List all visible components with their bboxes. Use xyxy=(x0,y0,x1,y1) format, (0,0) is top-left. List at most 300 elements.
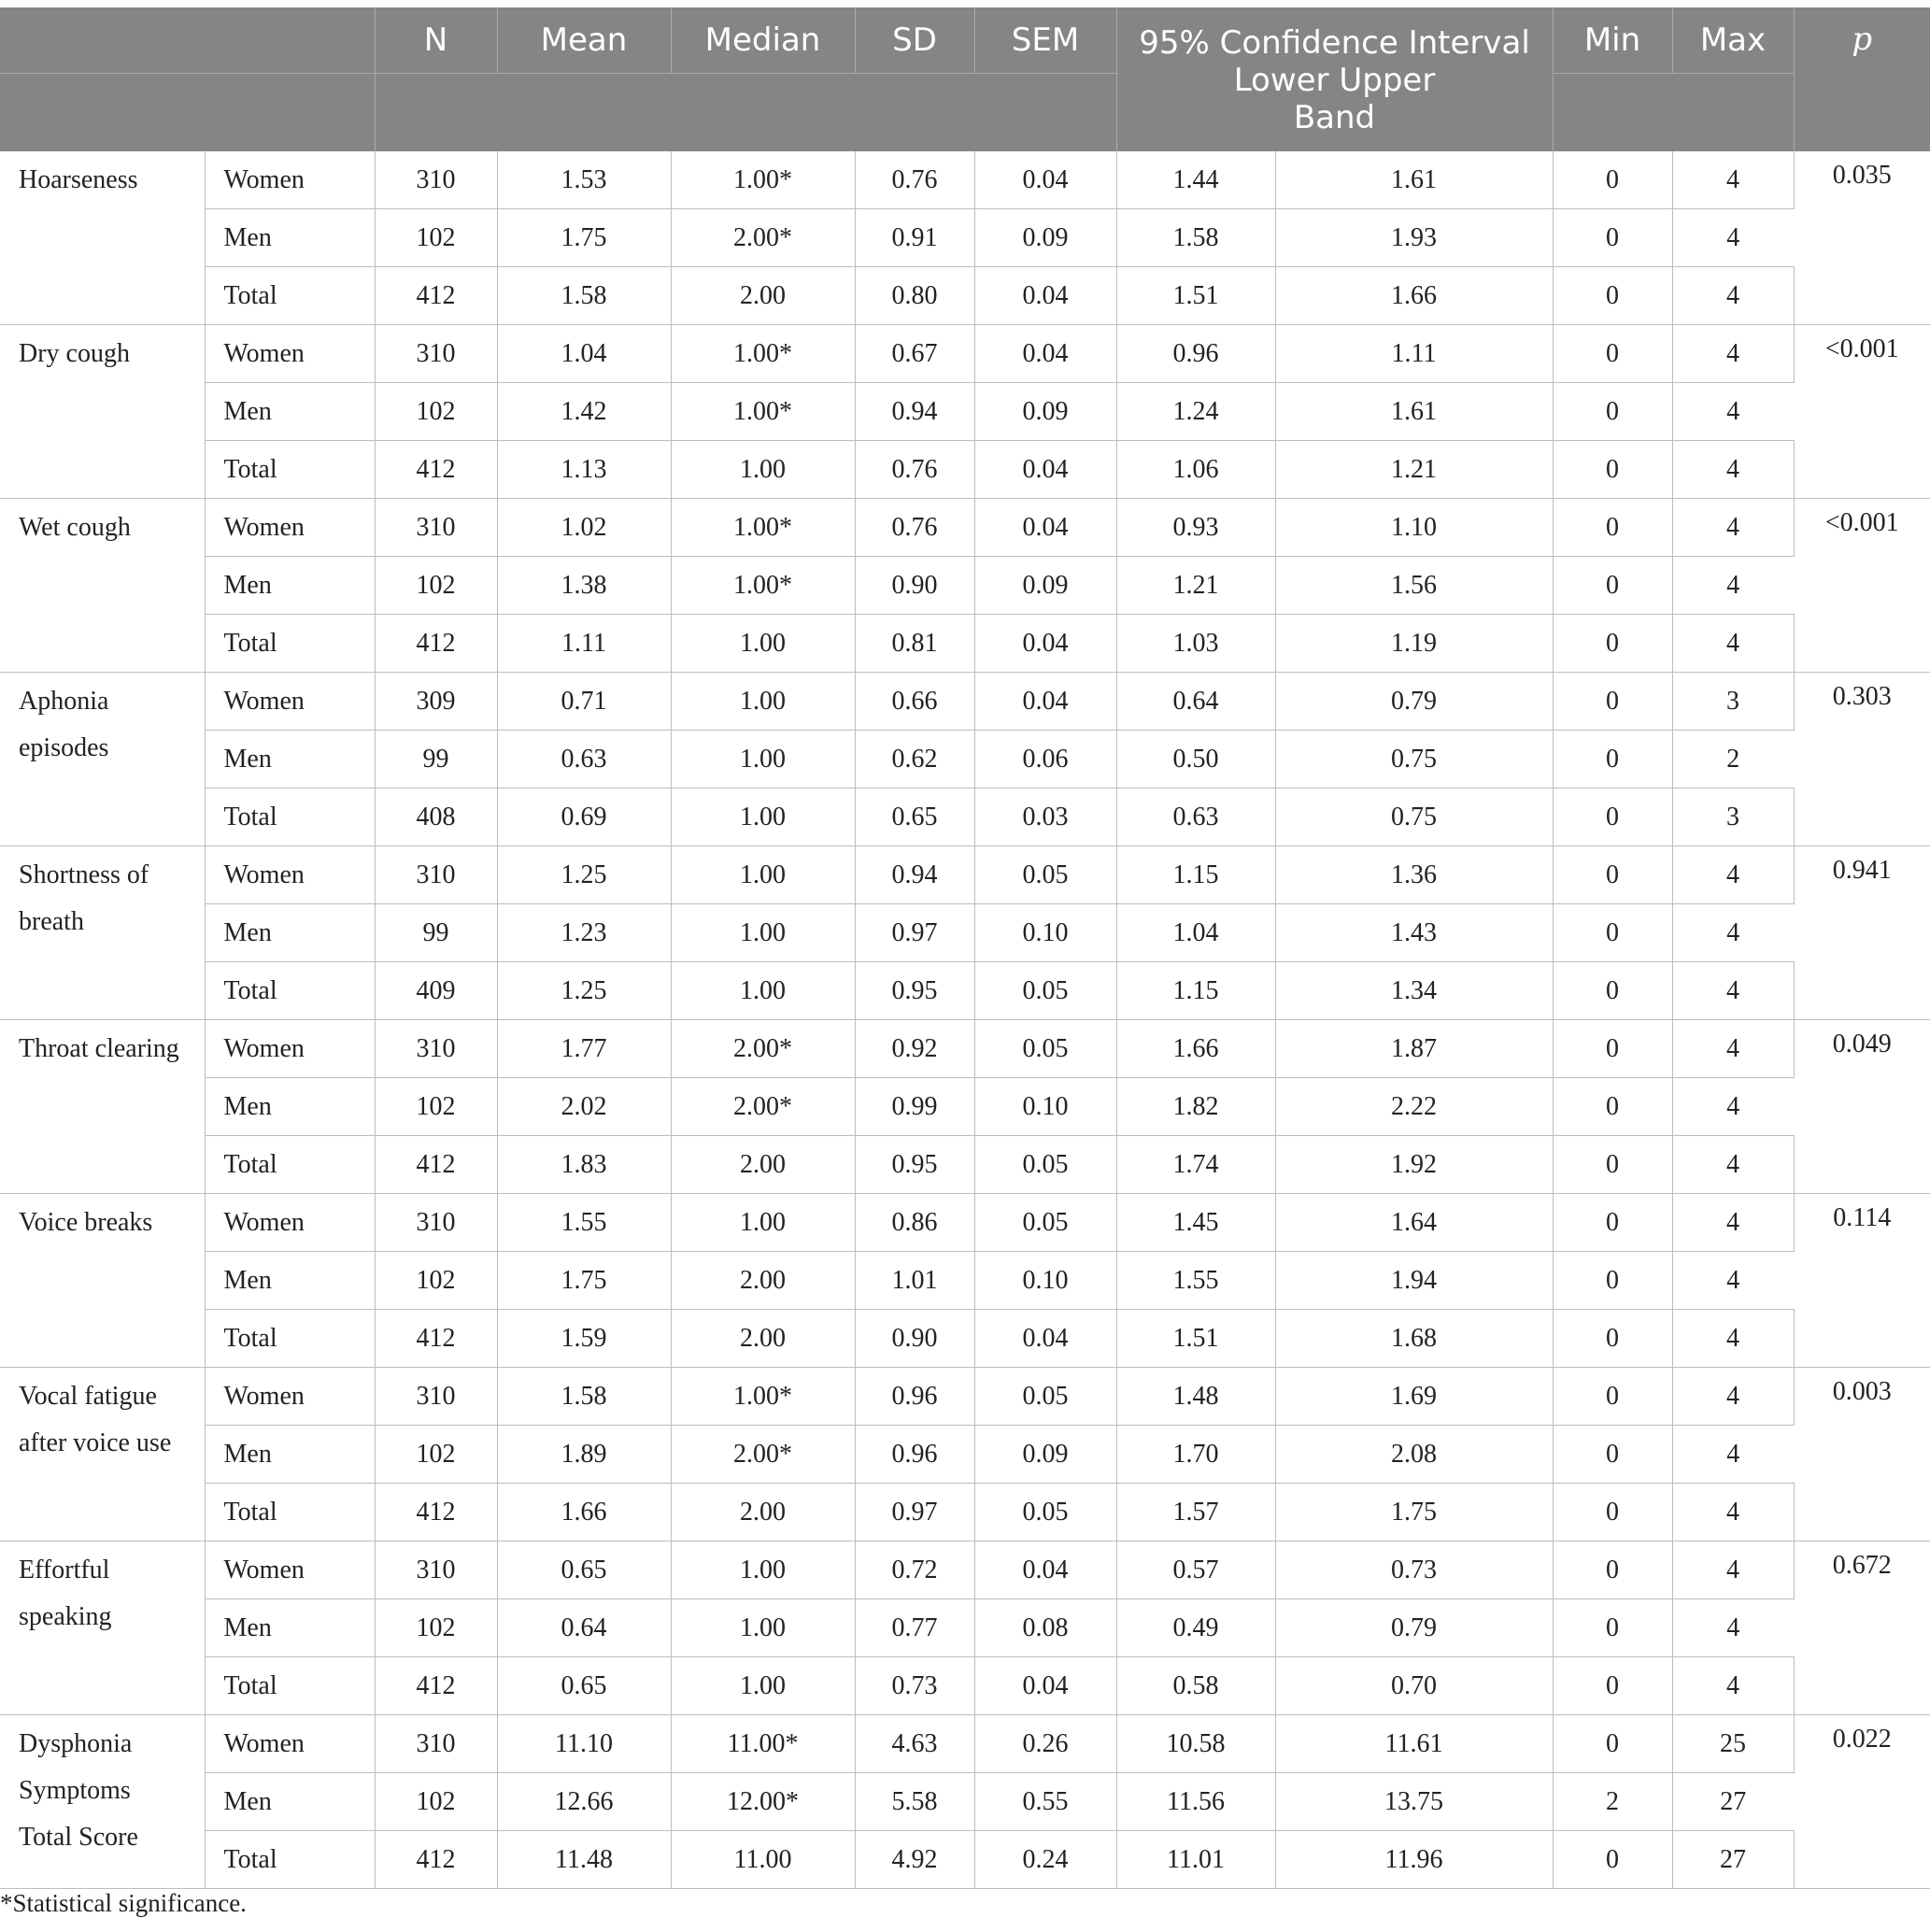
table-row xyxy=(0,904,1930,962)
cell-upper: 1.93 xyxy=(1275,209,1553,267)
cell-n: 102 xyxy=(375,1078,497,1136)
cell-min: 0 xyxy=(1553,1715,1672,1773)
cell-max: 4 xyxy=(1672,557,1794,615)
row-label xyxy=(0,1194,205,1368)
cell-upper: 1.66 xyxy=(1275,267,1553,325)
cell-lower: 1.44 xyxy=(1116,151,1275,209)
table-container xyxy=(0,7,1930,1889)
header-p: p xyxy=(1794,7,1930,151)
cell-upper: 2.08 xyxy=(1275,1426,1553,1484)
row-label xyxy=(0,151,205,325)
cell-lower: 1.57 xyxy=(1116,1484,1275,1541)
cell-median: 11.00 xyxy=(671,1831,855,1889)
cell-upper: 1.92 xyxy=(1275,1136,1553,1194)
cell-n: 102 xyxy=(375,557,497,615)
cell-group: Men xyxy=(205,209,375,267)
cell-p-empty xyxy=(1794,788,1930,846)
cell-min: 2 xyxy=(1553,1773,1672,1831)
cell-p-empty xyxy=(1794,962,1930,1020)
row-label-line: Dry cough xyxy=(19,339,130,368)
cell-p-value: 0.049 xyxy=(1832,1030,1892,1058)
cell-upper: 11.96 xyxy=(1275,1831,1553,1889)
cell-min: 0 xyxy=(1553,557,1672,615)
cell-min: 0 xyxy=(1553,1020,1672,1078)
cell-upper: 1.10 xyxy=(1275,499,1553,557)
table-row xyxy=(0,1541,1930,1599)
cell-lower: 1.15 xyxy=(1116,846,1275,904)
cell-mean: 1.02 xyxy=(497,499,671,557)
cell-sem: 0.04 xyxy=(974,673,1116,731)
cell-median: 2.00 xyxy=(671,1252,855,1310)
cell-n: 102 xyxy=(375,383,497,441)
cell-max: 4 xyxy=(1672,1657,1794,1715)
header-blank-3 xyxy=(375,73,1116,151)
cell-p-value: 0.114 xyxy=(1833,1203,1892,1232)
row-label-line: Dysphonia xyxy=(19,1729,133,1758)
cell-upper: 1.94 xyxy=(1275,1252,1553,1310)
cell-lower: 1.74 xyxy=(1116,1136,1275,1194)
cell-min: 0 xyxy=(1553,1310,1672,1368)
cell-group: Men xyxy=(205,1599,375,1657)
cell-sd: 0.95 xyxy=(855,962,974,1020)
table-row xyxy=(0,1773,1930,1831)
cell-p-value: 0.003 xyxy=(1832,1377,1892,1406)
cell-lower: 0.49 xyxy=(1116,1599,1275,1657)
cell-sem: 0.10 xyxy=(974,1252,1116,1310)
cell-p-empty xyxy=(1794,267,1930,325)
row-label-line: Effortful xyxy=(19,1556,110,1584)
cell-n: 310 xyxy=(375,1541,497,1599)
cell-sem: 0.09 xyxy=(974,383,1116,441)
cell-sem: 0.05 xyxy=(974,1136,1116,1194)
cell-sd: 0.76 xyxy=(855,441,974,499)
cell-p-empty xyxy=(1794,1657,1930,1715)
cell-sem: 0.55 xyxy=(974,1773,1116,1831)
header-ci-line3: Band xyxy=(1293,99,1376,136)
cell-n: 310 xyxy=(375,151,497,209)
table-row xyxy=(0,151,1930,209)
cell-upper: 11.61 xyxy=(1275,1715,1553,1773)
table-row xyxy=(0,788,1930,846)
cell-max: 2 xyxy=(1672,731,1794,788)
cell-min: 0 xyxy=(1553,962,1672,1020)
cell-n: 310 xyxy=(375,499,497,557)
cell-p-empty xyxy=(1794,1136,1930,1194)
table-row xyxy=(0,962,1930,1020)
cell-sd: 0.65 xyxy=(855,788,974,846)
cell-n: 310 xyxy=(375,846,497,904)
header-max: Max xyxy=(1672,7,1794,73)
cell-lower: 1.58 xyxy=(1116,209,1275,267)
cell-min: 0 xyxy=(1553,846,1672,904)
cell-group: Total xyxy=(205,788,375,846)
cell-group: Women xyxy=(205,1020,375,1078)
cell-n: 412 xyxy=(375,441,497,499)
cell-n: 310 xyxy=(375,1020,497,1078)
cell-median: 1.00 xyxy=(671,788,855,846)
cell-sd: 0.90 xyxy=(855,557,974,615)
row-label xyxy=(0,1020,205,1194)
cell-max: 4 xyxy=(1672,1194,1794,1252)
table-row xyxy=(0,1368,1930,1426)
cell-sem: 0.05 xyxy=(974,1368,1116,1426)
table-row xyxy=(0,846,1930,904)
cell-n: 310 xyxy=(375,325,497,383)
cell-min: 0 xyxy=(1553,267,1672,325)
cell-upper: 1.19 xyxy=(1275,615,1553,673)
cell-n: 408 xyxy=(375,788,497,846)
cell-sd: 0.77 xyxy=(855,1599,974,1657)
cell-sem: 0.08 xyxy=(974,1599,1116,1657)
cell-max: 4 xyxy=(1672,1426,1794,1484)
cell-upper: 13.75 xyxy=(1275,1773,1553,1831)
cell-lower: 1.21 xyxy=(1116,557,1275,615)
cell-group: Men xyxy=(205,1773,375,1831)
cell-upper: 2.22 xyxy=(1275,1078,1553,1136)
cell-sd: 0.80 xyxy=(855,267,974,325)
cell-median: 1.00* xyxy=(671,383,855,441)
cell-sd: 0.96 xyxy=(855,1368,974,1426)
cell-mean: 1.77 xyxy=(497,1020,671,1078)
cell-group: Total xyxy=(205,1657,375,1715)
table-row xyxy=(0,499,1930,557)
row-label-line: speaking xyxy=(19,1602,112,1631)
cell-group: Women xyxy=(205,499,375,557)
cell-median: 12.00* xyxy=(671,1773,855,1831)
row-label-line: Total Score xyxy=(19,1823,138,1852)
cell-max: 4 xyxy=(1672,1078,1794,1136)
cell-sd: 0.97 xyxy=(855,904,974,962)
table-row xyxy=(0,1136,1930,1194)
cell-group: Women xyxy=(205,1541,375,1599)
cell-lower: 1.06 xyxy=(1116,441,1275,499)
cell-group: Women xyxy=(205,673,375,731)
header-blank-4 xyxy=(1553,73,1794,151)
cell-min: 0 xyxy=(1553,441,1672,499)
cell-lower: 0.64 xyxy=(1116,673,1275,731)
cell-min: 0 xyxy=(1553,1252,1672,1310)
cell-sd: 5.58 xyxy=(855,1773,974,1831)
cell-mean: 11.10 xyxy=(497,1715,671,1773)
cell-min: 0 xyxy=(1553,788,1672,846)
cell-min: 0 xyxy=(1553,209,1672,267)
cell-mean: 1.89 xyxy=(497,1426,671,1484)
cell-sd: 0.95 xyxy=(855,1136,974,1194)
table-row xyxy=(0,1484,1930,1541)
cell-lower: 1.51 xyxy=(1116,267,1275,325)
cell-lower: 11.56 xyxy=(1116,1773,1275,1831)
cell-mean: 1.55 xyxy=(497,1194,671,1252)
cell-max: 4 xyxy=(1672,1252,1794,1310)
cell-lower: 1.51 xyxy=(1116,1310,1275,1368)
cell-mean: 1.42 xyxy=(497,383,671,441)
cell-sd: 0.76 xyxy=(855,151,974,209)
cell-mean: 12.66 xyxy=(497,1773,671,1831)
cell-group: Women xyxy=(205,846,375,904)
table-row xyxy=(0,1426,1930,1484)
row-label-line: after voice use xyxy=(19,1428,172,1457)
cell-sem: 0.04 xyxy=(974,441,1116,499)
cell-n: 412 xyxy=(375,1484,497,1541)
cell-max: 4 xyxy=(1672,615,1794,673)
cell-lower: 1.03 xyxy=(1116,615,1275,673)
cell-mean: 1.75 xyxy=(497,1252,671,1310)
header-blank xyxy=(0,7,375,73)
cell-group: Total xyxy=(205,267,375,325)
cell-sd: 0.92 xyxy=(855,1020,974,1078)
cell-lower: 0.93 xyxy=(1116,499,1275,557)
cell-min: 0 xyxy=(1553,151,1672,209)
cell-lower: 0.50 xyxy=(1116,731,1275,788)
cell-mean: 2.02 xyxy=(497,1078,671,1136)
cell-upper: 0.73 xyxy=(1275,1541,1553,1599)
cell-max: 4 xyxy=(1672,1368,1794,1426)
cell-n: 409 xyxy=(375,962,497,1020)
cell-sem: 0.05 xyxy=(974,1194,1116,1252)
cell-p-value: <0.001 xyxy=(1824,508,1899,537)
cell-max: 4 xyxy=(1672,209,1794,267)
cell-min: 0 xyxy=(1553,731,1672,788)
cell-group: Men xyxy=(205,731,375,788)
cell-min: 0 xyxy=(1553,1831,1672,1889)
cell-mean: 1.25 xyxy=(497,846,671,904)
cell-median: 1.00 xyxy=(671,1541,855,1599)
cell-group: Total xyxy=(205,1310,375,1368)
cell-mean: 1.75 xyxy=(497,209,671,267)
cell-n: 99 xyxy=(375,731,497,788)
cell-sd: 0.99 xyxy=(855,1078,974,1136)
cell-n: 102 xyxy=(375,1599,497,1657)
row-label xyxy=(0,1541,205,1715)
cell-max: 4 xyxy=(1672,1020,1794,1078)
cell-median: 11.00* xyxy=(671,1715,855,1773)
cell-lower: 1.04 xyxy=(1116,904,1275,962)
cell-sem: 0.05 xyxy=(974,1484,1116,1541)
cell-max: 4 xyxy=(1672,1599,1794,1657)
cell-sd: 0.94 xyxy=(855,383,974,441)
cell-n: 310 xyxy=(375,1368,497,1426)
cell-upper: 1.36 xyxy=(1275,846,1553,904)
header-ci-line1: 95% Confidence Interval xyxy=(1139,24,1530,62)
row-label-line: episodes xyxy=(19,733,109,762)
cell-sem: 0.04 xyxy=(974,615,1116,673)
cell-sem: 0.24 xyxy=(974,1831,1116,1889)
header-ci-line2: Lower Upper xyxy=(1233,62,1436,99)
cell-p-empty xyxy=(1794,1310,1930,1368)
row-label xyxy=(0,846,205,1020)
cell-lower: 11.01 xyxy=(1116,1831,1275,1889)
cell-group: Total xyxy=(205,441,375,499)
cell-median: 1.00 xyxy=(671,731,855,788)
cell-min: 0 xyxy=(1553,904,1672,962)
cell-min: 0 xyxy=(1553,1426,1672,1484)
cell-p-value: 0.672 xyxy=(1832,1551,1892,1580)
cell-max: 4 xyxy=(1672,1310,1794,1368)
cell-median: 2.00 xyxy=(671,1310,855,1368)
cell-min: 0 xyxy=(1553,1194,1672,1252)
cell-lower: 1.24 xyxy=(1116,383,1275,441)
cell-mean: 0.69 xyxy=(497,788,671,846)
cell-upper: 1.61 xyxy=(1275,383,1553,441)
cell-min: 0 xyxy=(1553,1599,1672,1657)
cell-sem: 0.04 xyxy=(974,325,1116,383)
cell-sem: 0.04 xyxy=(974,1541,1116,1599)
cell-sem: 0.09 xyxy=(974,557,1116,615)
cell-n: 310 xyxy=(375,1715,497,1773)
cell-group: Total xyxy=(205,962,375,1020)
cell-min: 0 xyxy=(1553,1484,1672,1541)
cell-sem: 0.04 xyxy=(974,267,1116,325)
table-row xyxy=(0,383,1930,441)
table-row xyxy=(0,557,1930,615)
table-row xyxy=(0,731,1930,788)
cell-sd: 1.01 xyxy=(855,1252,974,1310)
cell-lower: 1.45 xyxy=(1116,1194,1275,1252)
cell-sd: 0.90 xyxy=(855,1310,974,1368)
cell-mean: 0.71 xyxy=(497,673,671,731)
cell-upper: 0.79 xyxy=(1275,1599,1553,1657)
cell-group: Men xyxy=(205,383,375,441)
cell-sd: 0.67 xyxy=(855,325,974,383)
cell-median: 2.00* xyxy=(671,1020,855,1078)
cell-p-value: 0.022 xyxy=(1832,1725,1892,1754)
cell-group: Total xyxy=(205,1136,375,1194)
cell-group: Women xyxy=(205,1194,375,1252)
cell-sem: 0.09 xyxy=(974,209,1116,267)
header-blank-2 xyxy=(0,73,375,151)
table-body xyxy=(0,151,1930,1889)
cell-lower: 1.48 xyxy=(1116,1368,1275,1426)
cell-mean: 0.65 xyxy=(497,1657,671,1715)
cell-min: 0 xyxy=(1553,325,1672,383)
cell-lower: 1.66 xyxy=(1116,1020,1275,1078)
cell-sem: 0.03 xyxy=(974,788,1116,846)
table-row xyxy=(0,1020,1930,1078)
cell-sd: 0.91 xyxy=(855,209,974,267)
cell-median: 1.00 xyxy=(671,1599,855,1657)
cell-n: 412 xyxy=(375,1310,497,1368)
cell-group: Women xyxy=(205,325,375,383)
cell-lower: 0.57 xyxy=(1116,1541,1275,1599)
cell-max: 3 xyxy=(1672,788,1794,846)
cell-upper: 0.79 xyxy=(1275,673,1553,731)
cell-sd: 0.94 xyxy=(855,846,974,904)
cell-n: 102 xyxy=(375,1426,497,1484)
cell-sem: 0.10 xyxy=(974,904,1116,962)
cell-lower: 1.70 xyxy=(1116,1426,1275,1484)
header-ci xyxy=(1116,7,1553,151)
row-label xyxy=(0,673,205,846)
cell-sd: 0.62 xyxy=(855,731,974,788)
row-label xyxy=(0,499,205,673)
cell-max: 25 xyxy=(1672,1715,1794,1773)
cell-n: 310 xyxy=(375,1194,497,1252)
cell-min: 0 xyxy=(1553,1368,1672,1426)
cell-lower: 10.58 xyxy=(1116,1715,1275,1773)
cell-max: 4 xyxy=(1672,846,1794,904)
row-label-line: Voice breaks xyxy=(19,1208,153,1237)
table-row xyxy=(0,1657,1930,1715)
cell-sd: 0.76 xyxy=(855,499,974,557)
cell-mean: 1.83 xyxy=(497,1136,671,1194)
cell-mean: 1.59 xyxy=(497,1310,671,1368)
cell-max: 4 xyxy=(1672,383,1794,441)
header-median: Median xyxy=(671,7,855,73)
row-label-line: Wet cough xyxy=(19,513,131,542)
cell-upper: 0.70 xyxy=(1275,1657,1553,1715)
table-row xyxy=(0,325,1930,383)
cell-sd: 0.86 xyxy=(855,1194,974,1252)
cell-n: 99 xyxy=(375,904,497,962)
row-label-line: Throat clearing xyxy=(19,1034,179,1063)
cell-sem: 0.05 xyxy=(974,1020,1116,1078)
cell-upper: 1.21 xyxy=(1275,441,1553,499)
cell-lower: 1.55 xyxy=(1116,1252,1275,1310)
table-row xyxy=(0,1078,1930,1136)
cell-upper: 1.69 xyxy=(1275,1368,1553,1426)
cell-upper: 1.11 xyxy=(1275,325,1553,383)
cell-median: 2.00* xyxy=(671,1078,855,1136)
table-row xyxy=(0,1831,1930,1889)
cell-p-empty xyxy=(1794,615,1930,673)
table-row xyxy=(0,1715,1930,1773)
cell-mean: 1.25 xyxy=(497,962,671,1020)
cell-p-value: 0.035 xyxy=(1832,161,1892,190)
cell-sem: 0.05 xyxy=(974,846,1116,904)
cell-group: Men xyxy=(205,557,375,615)
row-label-line: Vocal fatigue xyxy=(19,1382,157,1411)
table-row xyxy=(0,267,1930,325)
cell-group: Total xyxy=(205,1484,375,1541)
cell-median: 2.00 xyxy=(671,1484,855,1541)
cell-mean: 11.48 xyxy=(497,1831,671,1889)
cell-min: 0 xyxy=(1553,1657,1672,1715)
cell-max: 3 xyxy=(1672,673,1794,731)
table-header xyxy=(0,7,1930,151)
cell-min: 0 xyxy=(1553,383,1672,441)
cell-upper: 0.75 xyxy=(1275,731,1553,788)
row-label xyxy=(0,1715,205,1889)
cell-median: 1.00 xyxy=(671,1657,855,1715)
cell-max: 4 xyxy=(1672,267,1794,325)
cell-max: 4 xyxy=(1672,151,1794,209)
cell-max: 4 xyxy=(1672,904,1794,962)
cell-sem: 0.04 xyxy=(974,1657,1116,1715)
cell-sem: 0.09 xyxy=(974,1426,1116,1484)
cell-median: 2.00 xyxy=(671,1136,855,1194)
cell-lower: 0.96 xyxy=(1116,325,1275,383)
cell-sem: 0.06 xyxy=(974,731,1116,788)
cell-min: 0 xyxy=(1553,499,1672,557)
cell-median: 1.00 xyxy=(671,904,855,962)
cell-median: 2.00* xyxy=(671,209,855,267)
cell-max: 4 xyxy=(1672,441,1794,499)
cell-median: 1.00 xyxy=(671,1194,855,1252)
cell-n: 412 xyxy=(375,267,497,325)
cell-group: Men xyxy=(205,1252,375,1310)
cell-mean: 1.58 xyxy=(497,267,671,325)
cell-mean: 0.64 xyxy=(497,1599,671,1657)
cell-min: 0 xyxy=(1553,615,1672,673)
cell-median: 1.00* xyxy=(671,499,855,557)
cell-median: 1.00* xyxy=(671,325,855,383)
cell-group: Women xyxy=(205,1715,375,1773)
cell-upper: 1.56 xyxy=(1275,557,1553,615)
cell-n: 412 xyxy=(375,1831,497,1889)
cell-sem: 0.04 xyxy=(974,1310,1116,1368)
table-row xyxy=(0,615,1930,673)
table-row xyxy=(0,209,1930,267)
